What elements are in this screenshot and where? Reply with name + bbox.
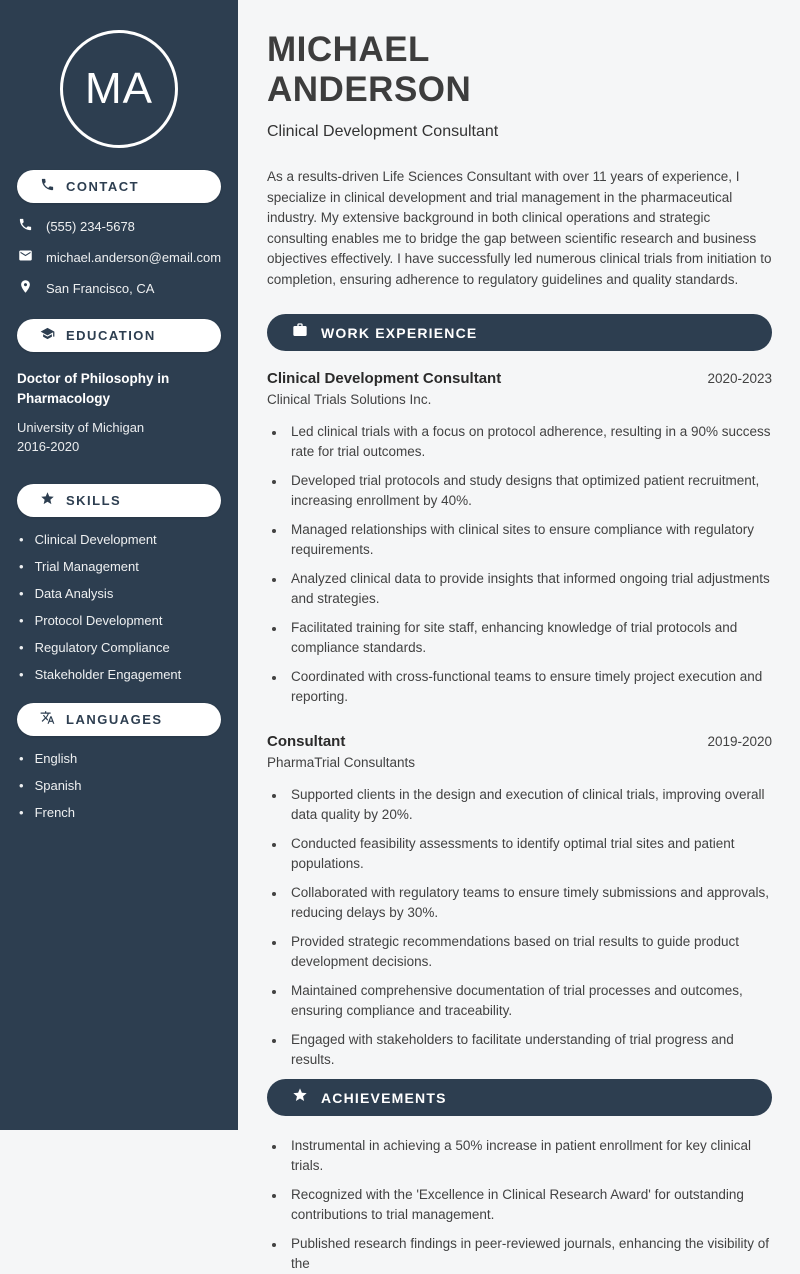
work-experience-section-header (267, 314, 772, 351)
location-icon (18, 279, 33, 297)
skill-item: • Data Analysis (19, 586, 228, 601)
skills-list (0, 532, 238, 682)
job-company: PharmaTrial Consultants (267, 755, 416, 770)
job-bullet: • Collaborated with regulatory teams to ensure timely submissions and approvals, reducing delays by 30%. (286, 883, 772, 923)
skill-item: • Trial Management (19, 559, 228, 574)
job-bullet-list (267, 785, 772, 1070)
phone-icon (40, 177, 55, 197)
languages-section-label: LANGUAGES (66, 712, 163, 727)
job-dates: 2020-2023 (707, 371, 772, 386)
first-name: MICHAEL (267, 30, 430, 69)
job-bullet: • Managed relationships with clinical sites to ensure compliance with regulatory requirements. (286, 520, 772, 560)
skill-item: • Stakeholder Engagement (19, 667, 228, 682)
education-section-header (17, 319, 221, 352)
skills-section-label: SKILLS (66, 493, 122, 508)
contact-location (18, 279, 224, 297)
contact-list (0, 217, 238, 297)
achievements-list (267, 1136, 772, 1274)
skill-item: • Protocol Development (19, 613, 228, 628)
page-title (267, 30, 772, 110)
language-item: • English (19, 751, 228, 766)
star-icon (40, 491, 55, 511)
email-icon (18, 248, 33, 266)
language-item: • Spanish (19, 778, 228, 793)
job-entry (267, 370, 772, 707)
languages-section-header (17, 703, 221, 736)
contact-section-label: CONTACT (66, 179, 140, 194)
job-bullet: • Analyzed clinical data to provide insights that informed ongoing trial adjustments and strategies. (286, 569, 772, 609)
achievement-bullet: • Instrumental in achieving a 50% increase in patient enrollment for key clinical trials. (286, 1136, 772, 1176)
languages-list (0, 751, 238, 820)
avatar (60, 30, 178, 148)
avatar-initials: MA (85, 64, 153, 113)
job-bullet: • Supported clients in the design and execution of clinical trials, improving overall data quality by 20%. (286, 785, 772, 825)
skills-section-header (17, 484, 221, 517)
language-item: • French (19, 805, 228, 820)
summary-paragraph: As a results-driven Life Sciences Consultant with over 11 years of experience, I specialize in clinical development and trial management in the pharmaceutical industry. My extensive background in both clinical operations and strategic consulting enables me to bridge the gap between scientific research and business objectives effectively. I have successfully led numerous clinical trials from initiation to completion, ensuring adherence to regulatory guidelines and quality standards. (267, 169, 772, 287)
contact-phone-text: (555) 234-5678 (46, 218, 135, 234)
graduation-cap-icon (40, 326, 55, 346)
sidebar (0, 0, 238, 1130)
job-bullet: • Facilitated training for site staff, enhancing knowledge of trial protocols and compliance standards. (286, 618, 772, 658)
job-dates: 2019-2020 (707, 734, 772, 749)
professional-title: Clinical Development Consultant (267, 123, 499, 140)
last-name: ANDERSON (267, 70, 472, 109)
job-company: Clinical Trials Solutions Inc. (267, 392, 432, 407)
contact-email-text: michael.anderson@email.com (46, 249, 222, 265)
skill-item: • Regulatory Compliance (19, 640, 228, 655)
contact-location-text: San Francisco, CA (46, 280, 155, 296)
education-degree: Doctor of Philosophy in Pharmacology (17, 371, 170, 406)
job-title: Clinical Development Consultant (267, 370, 502, 387)
work-experience-label: WORK EXPERIENCE (321, 324, 478, 341)
education-school: University of Michigan (17, 420, 145, 435)
job-title: Consultant (267, 733, 346, 750)
phone-icon (18, 217, 33, 235)
job-entry (267, 733, 772, 1070)
education-entry (0, 352, 238, 456)
job-header (267, 733, 772, 750)
translate-icon (40, 710, 55, 730)
achievement-bullet: • Recognized with the 'Excellence in Clinical Research Award' for outstanding contributions to trial management. (286, 1185, 772, 1225)
job-header (267, 370, 772, 387)
skill-item: • Clinical Development (19, 532, 228, 547)
achievements-section-header (267, 1079, 772, 1116)
education-years: 2016-2020 (17, 439, 80, 454)
contact-phone (18, 217, 224, 235)
job-bullet: • Conducted feasibility assessments to identify optimal trial sites and patient populations. (286, 834, 772, 874)
job-bullet-list (267, 422, 772, 707)
job-bullet: • Coordinated with cross-functional teams to ensure timely project execution and reporting. (286, 667, 772, 707)
job-bullet: • Maintained comprehensive documentation of trial processes and outcomes, ensuring compliance and traceability. (286, 981, 772, 1021)
contact-email (18, 248, 224, 266)
main-content (238, 0, 800, 1271)
job-bullet: • Developed trial protocols and study designs that optimized patient recruitment, increasing enrollment by 40%. (286, 471, 772, 511)
star-icon (292, 1087, 308, 1108)
achievement-bullet: • Published research findings in peer-reviewed journals, enhancing the visibility of the (286, 1234, 772, 1274)
job-bullet: • Led clinical trials with a focus on protocol adherence, resulting in a 90% success rate for trial outcomes. (286, 422, 772, 462)
contact-section-header (17, 170, 221, 203)
job-bullet: • Provided strategic recommendations based on trial results to guide product development decisions. (286, 932, 772, 972)
achievements-label: ACHIEVEMENTS (321, 1089, 447, 1106)
briefcase-icon (292, 322, 308, 343)
education-section-label: EDUCATION (66, 328, 156, 343)
job-bullet: • Engaged with stakeholders to facilitate understanding of trial progress and results. (286, 1030, 772, 1070)
